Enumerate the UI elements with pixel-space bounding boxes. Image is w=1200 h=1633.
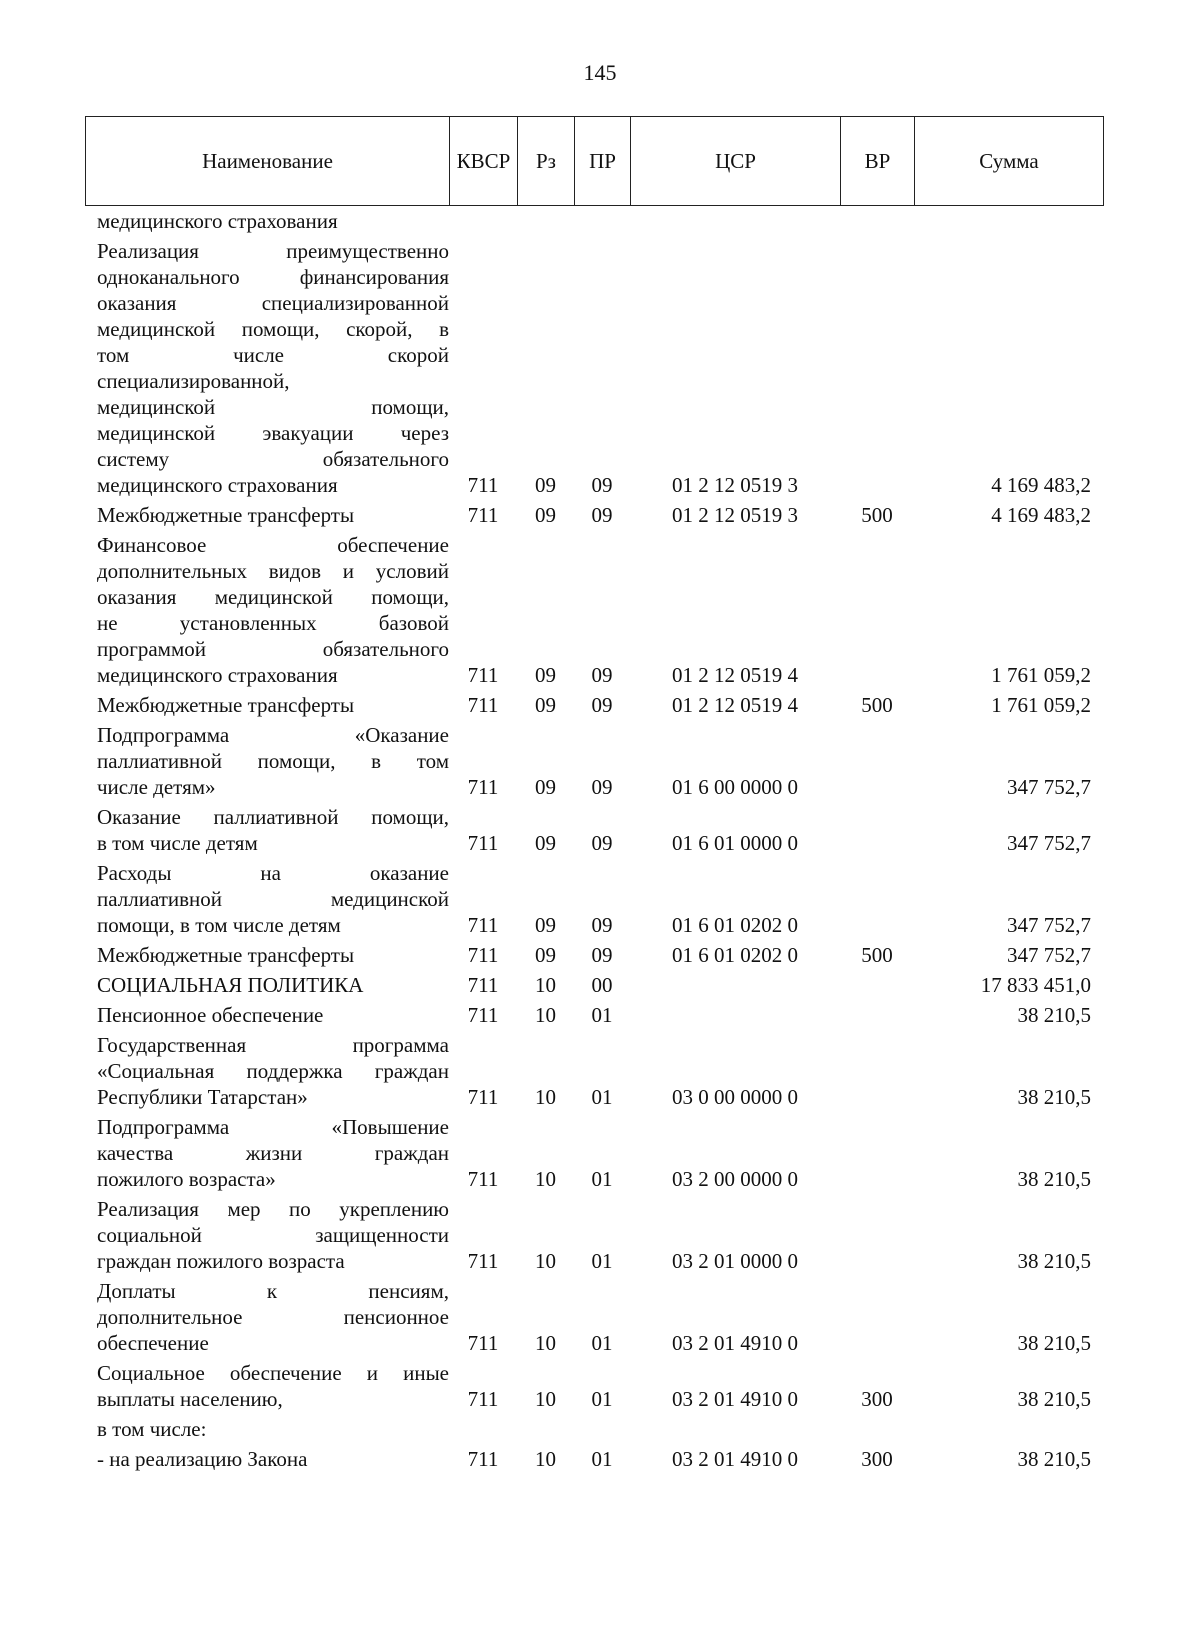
table-row [85,972,1127,998]
row-name-line: качества жизни граждан [97,1141,449,1165]
row-sum: 38 210,5 [1017,1387,1091,1411]
row-name [85,208,449,234]
row-csr: 03 2 01 4910 0 [672,1387,798,1411]
row-name-line: Реализация мер по укреплению [97,1197,449,1221]
row-name-line: системy обязательного [97,447,449,471]
row-sum: 1 761 059,2 [991,663,1091,687]
row-sum: 4 169 483,2 [991,473,1091,497]
row-rz: 09 [535,473,556,497]
row-csr: 03 2 01 4910 0 [672,1447,798,1471]
table-row [85,1002,1127,1028]
row-rz: 10 [535,1331,556,1355]
row-csr: 03 2 01 4910 0 [672,1331,798,1355]
table-row [85,1196,1127,1274]
table-row [85,692,1127,718]
row-pr: 09 [591,663,613,687]
row-kvsr: 711 [467,663,499,687]
row-name [85,1114,449,1192]
row-rz: 09 [535,831,556,855]
row-rz: 09 [535,943,556,967]
row-name-line: Социальное обеспечение и иные [97,1361,449,1385]
row-name-line: Межбюджетные трансферты [97,943,355,967]
table-row [85,722,1127,800]
row-name-line: паллиативной медицинской [97,887,449,911]
row-name-line: Расходы на оказание [97,861,449,885]
row-csr: 01 6 01 0202 0 [672,913,798,937]
row-name [85,860,449,938]
table-row [85,1032,1127,1110]
row-kvsr: 711 [467,1331,499,1355]
row-pr: 09 [591,775,613,799]
row-csr: 03 0 00 0000 0 [672,1085,798,1109]
row-pr: 09 [591,473,613,497]
row-rz: 09 [535,775,556,799]
row-kvsr: 711 [467,1003,499,1027]
row-name-line: медицинской эвакуации через [97,421,449,445]
row-rz: 10 [535,1387,556,1411]
row-name-line: помощи, в том числе детям [97,913,341,937]
table-row [85,1360,1127,1412]
row-pr: 01 [591,1387,613,1411]
row-name [85,238,449,498]
row-name-line: Межбюджетные трансферты [97,693,355,717]
row-name [85,1002,449,1028]
row-sum: 38 210,5 [1017,1085,1091,1109]
row-pr: 09 [591,693,613,717]
row-kvsr: 711 [467,1085,499,1109]
row-csr: 01 6 01 0000 0 [672,831,798,855]
page-number: 145 [583,60,617,85]
row-name-line: СОЦИАЛЬНАЯ ПОЛИТИКА [97,973,364,997]
row-name-line: медицинской помощи, скорой, в [97,317,449,341]
row-name-line: Финансовое обеспечение [97,533,449,557]
row-pr: 00 [591,973,613,997]
row-name-line: Пенсионное обеспечение [97,1003,324,1027]
row-name [85,532,449,688]
row-sum: 17 833 451,0 [980,973,1091,997]
row-sum: 347 752,7 [1007,943,1091,967]
row-name-line: оказания медицинской помощи, [97,585,449,609]
row-name [85,1196,449,1274]
row-kvsr: 711 [467,831,499,855]
row-pr: 01 [591,1003,613,1027]
row-name-line: том числе скорой [97,343,449,367]
table-row [85,860,1127,938]
table-row [85,532,1127,688]
row-name-line: Оказание паллиативной помощи, [97,805,449,829]
row-name-line: граждан пожилого возраста [97,1249,345,1273]
column-header-pr: ПР [575,117,631,206]
row-kvsr: 711 [467,473,499,497]
row-kvsr: 711 [467,503,499,527]
column-header-vr: ВР [841,117,915,206]
row-name [85,804,449,856]
row-sum: 38 210,5 [1017,1447,1091,1471]
row-pr: 01 [591,1249,613,1273]
row-rz: 09 [535,913,556,937]
row-pr: 01 [591,1331,613,1355]
row-csr: 01 6 00 0000 0 [672,775,798,799]
row-name-line: Государственная программа [97,1033,449,1057]
row-sum: 1 761 059,2 [991,693,1091,717]
row-name-line: медицинской помощи, [97,395,449,419]
row-name [85,942,449,968]
row-kvsr: 711 [467,693,499,717]
row-rz: 09 [535,663,556,687]
row-sum: 347 752,7 [1007,775,1091,799]
row-name-line: Республики Татарстан» [97,1085,308,1109]
row-vr: 300 [861,1447,893,1471]
row-rz: 10 [535,1003,556,1027]
row-name [85,692,449,718]
row-name [85,722,449,800]
row-name-line: пожилого возраста» [97,1167,276,1191]
row-sum: 38 210,5 [1017,1003,1091,1027]
row-sum: 38 210,5 [1017,1249,1091,1273]
row-vr: 500 [861,943,893,967]
column-header-kvsr: КВСР [450,117,518,206]
row-csr: 03 2 01 0000 0 [672,1249,798,1273]
row-name-line: Подпрограмма «Повышение [97,1115,449,1139]
row-name-line: Реализация преимущественно [97,239,449,263]
row-sum: 347 752,7 [1007,831,1091,855]
row-name-line: паллиативной помощи, в том [97,749,449,773]
row-csr: 03 2 00 0000 0 [672,1167,798,1191]
row-rz: 10 [535,1249,556,1273]
row-name-line: числе детям» [97,775,216,799]
row-name-line: обеспечение [97,1331,209,1355]
row-name-line: медицинского страхования [97,209,338,233]
table-row [85,208,1127,234]
row-sum: 38 210,5 [1017,1331,1091,1355]
row-kvsr: 711 [467,1447,499,1471]
row-rz: 10 [535,1167,556,1191]
table-row [85,1114,1127,1192]
row-rz: 09 [535,503,556,527]
row-name-line: специализированной, [97,369,290,393]
row-rz: 10 [535,1447,556,1471]
row-csr: 01 6 01 0202 0 [672,943,798,967]
row-name-line: оказания специализированной [97,291,449,315]
row-sum: 347 752,7 [1007,913,1091,937]
row-csr: 01 2 12 0519 4 [672,663,798,687]
row-name-line: Доплаты к пенсиям, [97,1279,449,1303]
row-name [85,972,449,998]
row-name-line: программой обязательного [97,637,449,661]
table-row [85,502,1127,528]
row-name [85,1032,449,1110]
row-name [85,502,449,528]
row-sum: 4 169 483,2 [991,503,1091,527]
row-rz: 09 [535,693,556,717]
row-csr: 01 2 12 0519 4 [672,693,798,717]
row-name [85,1416,449,1442]
row-vr: 300 [861,1387,893,1411]
row-name [85,1446,449,1472]
row-name [85,1278,449,1356]
row-name-line: дополнительных видов и условий [97,559,449,583]
row-kvsr: 711 [467,1167,499,1191]
row-name-line: Подпрограмма «Оказание [97,723,449,747]
row-name-line: в том числе: [97,1417,207,1441]
row-pr: 01 [591,1085,613,1109]
table-body [85,208,1127,1476]
row-kvsr: 711 [467,1249,499,1273]
row-kvsr: 711 [467,973,499,997]
row-name-line: дополнительное пенсионное [97,1305,449,1329]
table-row [85,238,1127,498]
row-vr: 500 [861,693,893,717]
table-row [85,1278,1127,1356]
row-name-line: выплаты населению, [97,1387,283,1411]
column-header-sum: Сумма [915,117,1104,206]
table-row [85,1446,1127,1472]
row-pr: 01 [591,1167,613,1191]
row-pr: 09 [591,943,613,967]
row-name-line: в том числе детям [97,831,258,855]
table-header [85,116,1104,206]
row-name-line: медицинского страхования [97,473,338,497]
row-name-line: - на реализацию Закона [97,1447,308,1471]
row-rz: 10 [535,973,556,997]
row-name-line: одноканального финансирования [97,265,449,289]
row-rz: 10 [535,1085,556,1109]
row-name [85,1360,449,1412]
table-row [85,942,1127,968]
row-name-line: медицинского страхования [97,663,338,687]
column-header-rz: Рз [518,117,575,206]
column-header-csr: ЦСР [631,117,841,206]
row-name-line: Межбюджетные трансферты [97,503,355,527]
row-name-line: не установленных базовой [97,611,449,635]
row-kvsr: 711 [467,913,499,937]
table-row [85,1416,1127,1442]
row-name-line: социальной защищенности [97,1223,449,1247]
row-kvsr: 711 [467,1387,499,1411]
row-csr: 01 2 12 0519 3 [672,503,798,527]
row-sum: 38 210,5 [1017,1167,1091,1191]
row-name-line: «Социальная поддержка граждан [97,1059,449,1083]
row-pr: 09 [591,831,613,855]
row-pr: 09 [591,913,613,937]
table-row [85,804,1127,856]
row-csr: 01 2 12 0519 3 [672,473,798,497]
row-pr: 09 [591,503,613,527]
column-header-name: Наименование [86,117,450,206]
row-pr: 01 [591,1447,613,1471]
row-kvsr: 711 [467,943,499,967]
row-kvsr: 711 [467,775,499,799]
row-vr: 500 [861,503,893,527]
